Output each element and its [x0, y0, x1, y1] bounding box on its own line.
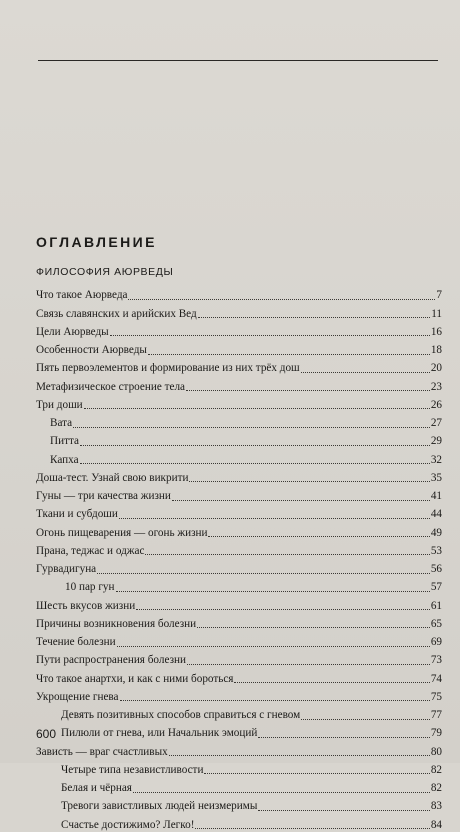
toc-entry-title: Особенности Аюрведы — [36, 344, 147, 356]
header-rule — [38, 60, 438, 61]
toc-entry-title: Шесть вкусов жизни — [36, 599, 136, 612]
toc-entry-page: 79 — [430, 727, 442, 740]
toc-entry-title: Цели Аюрведы — [36, 325, 109, 338]
toc-entry-page: 75 — [430, 690, 442, 703]
toc-entry — [36, 631, 442, 649]
dot-leader — [187, 664, 430, 665]
dot-leader — [208, 536, 429, 537]
toc-entry — [36, 448, 442, 466]
toc-entry — [36, 467, 442, 485]
dot-leader — [117, 646, 430, 647]
toc-entry-title: Доша-тест. Узнай свою викрити — [36, 471, 189, 484]
toc-entry — [36, 375, 442, 393]
dot-leader — [145, 554, 429, 555]
toc-entry-page: 53 — [430, 544, 442, 557]
toc-entry — [36, 503, 442, 521]
toc-entry-title: Зависть — враг счастливых — [36, 745, 168, 758]
dot-leader — [195, 828, 429, 829]
toc-entry-page: 49 — [430, 526, 442, 539]
dot-leader — [204, 773, 429, 774]
toc-entry-page: 32 — [430, 453, 442, 466]
toc-entry-page: 57 — [430, 581, 442, 594]
toc-entry — [36, 722, 442, 740]
toc-entry-title: Девять позитивных способов справиться с гневом — [61, 709, 301, 721]
dot-leader — [119, 518, 430, 519]
dot-leader — [301, 719, 430, 720]
toc-entry-title: Пилюли от гнева, или Начальник эмоций — [61, 727, 258, 740]
toc-entry — [36, 686, 442, 704]
toc-entry — [36, 813, 442, 831]
toc-entry — [36, 704, 442, 722]
toc-entry — [36, 558, 442, 576]
dot-leader — [84, 408, 430, 409]
toc-entry — [36, 795, 442, 813]
toc-entry-title: Три доши — [36, 398, 83, 411]
dot-leader — [172, 500, 430, 501]
dot-leader — [258, 810, 429, 811]
dot-leader — [198, 317, 431, 318]
toc-entry — [36, 759, 442, 777]
toc-entry-title: Течение болезни — [36, 636, 116, 648]
toc-entry-title: Пять первоэлементов и формирование из них трёх дош — [36, 362, 300, 375]
dot-leader — [110, 335, 430, 336]
toc-entry-page: 23 — [430, 380, 442, 393]
toc-entry-title: Причины возникновения болезни — [36, 617, 197, 630]
section-title: ФИЛОСОФИЯ АЮРВЕДЫ — [36, 266, 174, 278]
toc-entry — [36, 667, 442, 685]
dot-leader — [189, 481, 429, 482]
toc-entry-page: 69 — [430, 636, 442, 648]
toc-entry-page: 11 — [431, 307, 442, 320]
toc-entry — [36, 357, 442, 375]
toc-entry-title: Что такое Аюрведа — [36, 289, 128, 302]
toc-entry-title: Пути распространения болезни — [36, 654, 186, 667]
dot-leader — [116, 591, 430, 592]
toc-entry-page: 16 — [430, 325, 442, 338]
toc-heading: ОГЛАВЛЕНИЕ — [36, 234, 157, 250]
toc-entry-title: Белая и чёрная — [61, 782, 132, 794]
toc-entry — [36, 649, 442, 667]
toc-entry-page: 56 — [430, 563, 442, 575]
toc-entry-title: Гурвадигуна — [36, 563, 97, 575]
page-number: 600 — [36, 727, 57, 741]
dot-leader — [133, 792, 430, 793]
dot-leader — [128, 299, 435, 300]
toc-entry-title: Гуны — три качества жизни — [36, 490, 171, 502]
toc-entry-page: 80 — [430, 745, 442, 758]
toc-entry — [36, 302, 442, 320]
toc-entry-page: 27 — [430, 417, 442, 429]
toc-entry-title: 10 пар гун — [65, 581, 115, 594]
toc-entry — [36, 284, 442, 302]
toc-entry-page: 26 — [430, 398, 442, 411]
toc-entry-page: 61 — [430, 599, 442, 612]
dot-leader — [169, 755, 430, 756]
dot-leader — [197, 627, 430, 628]
toc-entry — [36, 412, 442, 430]
toc-entry-title: Укрощение гнева — [36, 690, 119, 703]
toc-entry-page: 35 — [430, 471, 442, 484]
dot-leader — [80, 445, 430, 446]
toc-entry — [36, 521, 442, 539]
toc-entry — [36, 613, 442, 631]
toc-entry-title: Ткани и субдоши — [36, 508, 118, 521]
toc-entry-page: 7 — [436, 289, 442, 302]
table-of-contents — [36, 284, 442, 832]
dot-leader — [73, 427, 430, 428]
toc-entry-title: Четыре типа независтливости — [61, 763, 204, 776]
toc-entry-title: Счастье достижимо? Легко! — [61, 818, 195, 831]
dot-leader — [120, 700, 430, 701]
toc-entry-page: 82 — [430, 763, 442, 776]
toc-entry-page: 18 — [430, 344, 442, 356]
toc-entry-title: Прана, теджас и оджас — [36, 544, 145, 557]
toc-entry-page: 77 — [430, 709, 442, 721]
toc-entry-title: Вата — [50, 417, 73, 429]
toc-entry — [36, 540, 442, 558]
toc-entry — [36, 485, 442, 503]
dot-leader — [80, 463, 430, 464]
toc-entry-title: Тревоги завистливых людей неизмеримы — [61, 800, 258, 813]
toc-entry-title: Связь славянских и арийских Вед — [36, 307, 197, 320]
toc-entry-page: 20 — [430, 362, 442, 375]
toc-entry-title: Огонь пищеварения — огонь жизни — [36, 526, 208, 539]
dot-leader — [301, 372, 430, 373]
toc-entry — [36, 777, 442, 795]
toc-entry — [36, 339, 442, 357]
dot-leader — [234, 682, 429, 683]
toc-entry-page: 41 — [430, 490, 442, 502]
dot-leader — [136, 609, 430, 610]
toc-entry — [36, 740, 442, 758]
toc-entry — [36, 576, 442, 594]
toc-entry-page: 82 — [430, 782, 442, 794]
toc-entry-page: 29 — [430, 435, 442, 448]
toc-entry-title: Метафизическое строение тела — [36, 380, 186, 393]
toc-entry-page: 84 — [430, 818, 442, 831]
dot-leader — [97, 573, 430, 574]
dot-leader — [258, 737, 429, 738]
toc-entry — [36, 394, 442, 412]
toc-entry-page: 44 — [430, 508, 442, 521]
toc-entry-title: Питта — [50, 435, 79, 448]
toc-entry-title: Капха — [50, 453, 79, 466]
dot-leader — [148, 354, 430, 355]
toc-entry-page: 74 — [430, 672, 442, 685]
toc-entry — [36, 594, 442, 612]
toc-entry — [36, 430, 442, 448]
toc-entry-page: 73 — [430, 654, 442, 667]
toc-entry-page: 83 — [430, 800, 442, 813]
toc-entry-page: 65 — [430, 617, 442, 630]
dot-leader — [186, 390, 430, 391]
toc-entry — [36, 321, 442, 339]
toc-entry-title: Что такое анартхи, и как с ними бороться — [36, 672, 234, 685]
